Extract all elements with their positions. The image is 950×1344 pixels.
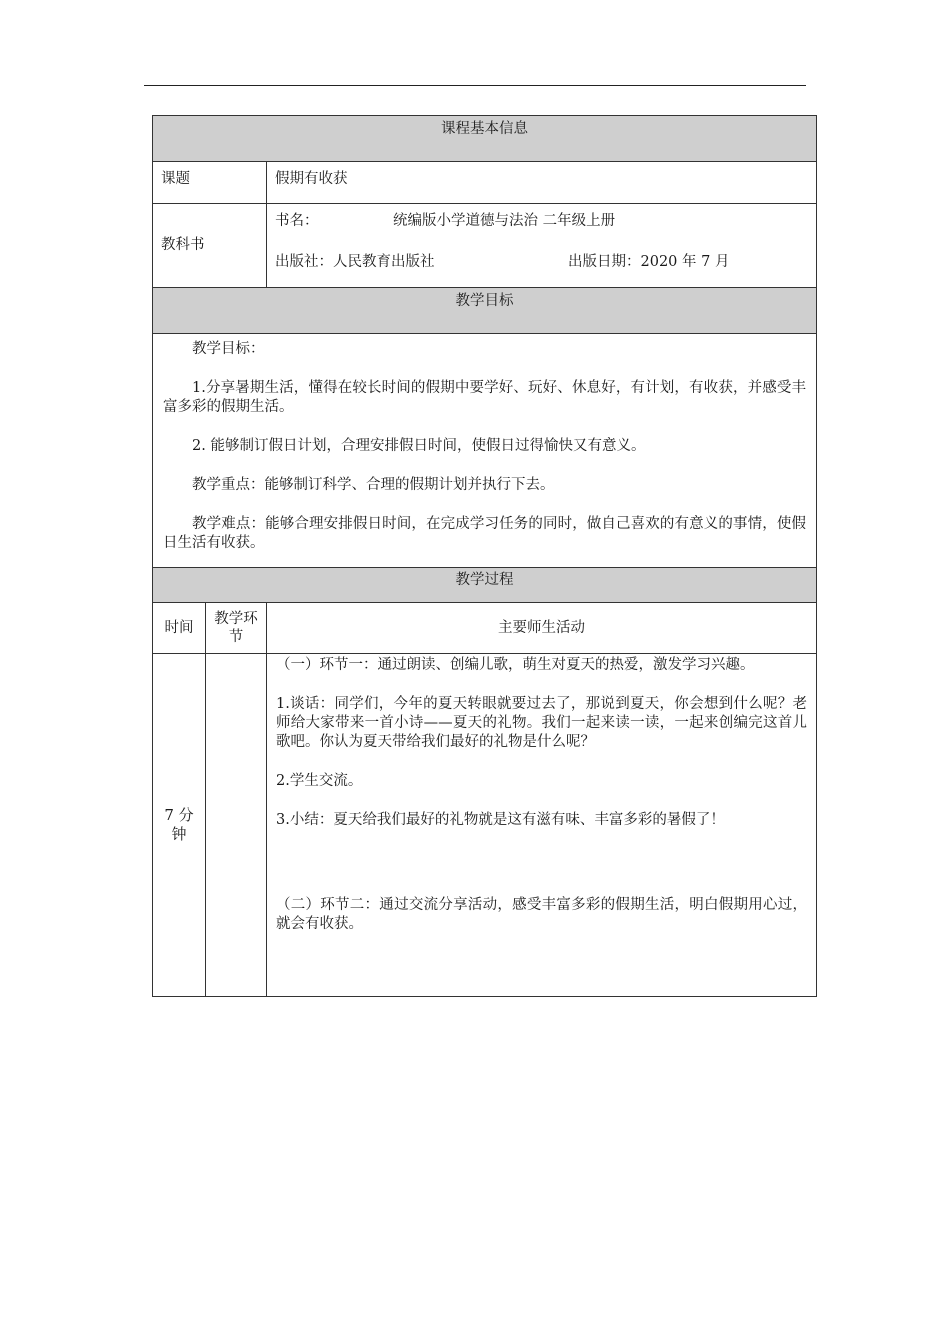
topic-label: 课题 [153, 162, 267, 204]
key-point: 教学重点：能够制订科学、合理的假期计划并执行下去。 [192, 477, 555, 493]
objectives-header: 教学目标 [153, 288, 817, 334]
process-row [153, 654, 817, 997]
header-rule [144, 85, 806, 86]
objectives-header-row [153, 288, 817, 334]
activity-paragraph-1: （一）环节一：通过朗读、创编儿歌，萌生对夏天的热爱，激发学习兴趣。 [276, 657, 755, 673]
objective-item-2: 2. 能够制订假日计划，合理安排假日时间，使假日过得愉快又有意义。 [192, 438, 646, 454]
col-activity-header: 主要师生活动 [267, 603, 817, 654]
textbook-details [267, 204, 817, 288]
objectives-row [153, 334, 817, 568]
objectives-intro: 教学目标： [192, 341, 265, 357]
col-time-header: 时间 [153, 603, 206, 654]
activity-paragraph-4: 3.小结：夏天给我们最好的礼物就是这有滋有味、丰富多彩的暑假了！ [276, 812, 725, 828]
objectives-content [153, 334, 817, 568]
basic-info-header: 课程基本信息 [153, 116, 817, 162]
process-column-header-row [153, 603, 817, 654]
publish-date: 出版日期：2020 年 7 月 [568, 254, 730, 270]
process-activity [267, 654, 817, 997]
process-header-row [153, 568, 817, 603]
topic-row [153, 162, 817, 204]
difficulty-point: 教学难点：能够合理安排假日时间，在完成学习任务的同时，做自己喜欢的有意义的事情，使假日生活有收获。 [163, 516, 807, 551]
process-time: 7 分钟 [153, 654, 206, 997]
activity-paragraph-2: 1.谈话：同学们，今年的夏天转眼就要过去了，那说到夏天，你会想到什么呢？老师给大家带来一首小诗——夏天的礼物。我们一起来读一读，一起来创编完这首儿歌吧。你认为夏天带给我们最好的礼物是什么呢？ [276, 696, 808, 750]
process-stage [206, 654, 267, 997]
objective-item-1: 1.分享暑期生活，懂得在较长时间的假期中要学好、玩好、休息好，有计划，有收获，并感受丰富多彩的假期生活。 [163, 380, 807, 415]
activity-paragraph-3: 2.学生交流。 [276, 773, 363, 789]
textbook-label: 教科书 [153, 204, 267, 288]
book-name-label: 书名： [275, 213, 319, 229]
basic-info-header-row [153, 116, 817, 162]
col-stage-header: 教学环节 [206, 603, 267, 654]
publisher: 出版社：人民教育出版社 [275, 254, 435, 270]
lesson-plan-table [152, 115, 817, 997]
activity-paragraph-5: （二）环节二：通过交流分享活动，感受丰富多彩的假期生活，明白假期用心过，就会有收获。 [276, 897, 808, 932]
book-name-value: 统编版小学道德与法治 二年级上册 [393, 213, 616, 229]
process-header: 教学过程 [153, 568, 817, 603]
textbook-row [153, 204, 817, 288]
topic-value: 假期有收获 [267, 162, 817, 204]
